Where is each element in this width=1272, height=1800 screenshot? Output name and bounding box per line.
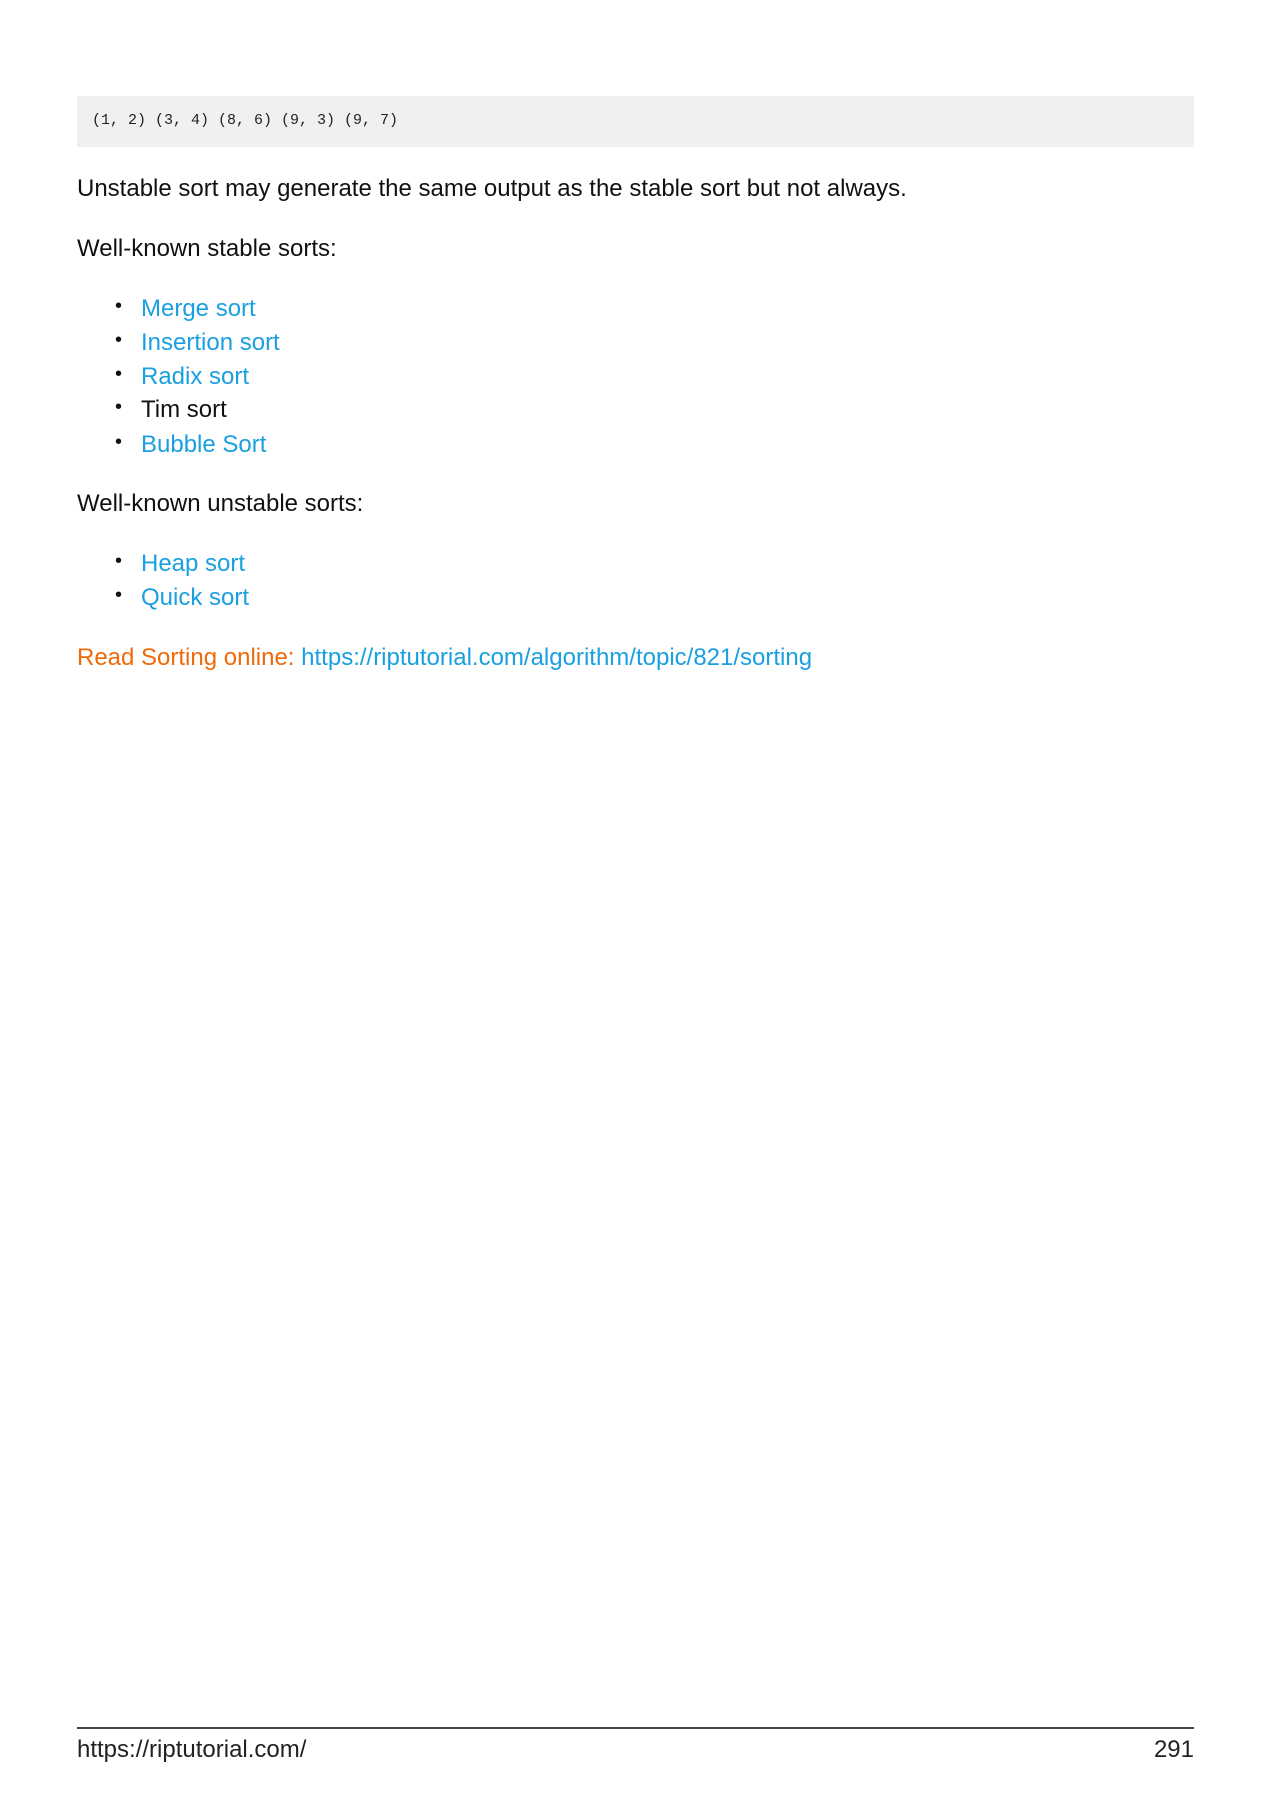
- paragraph: Unstable sort may generate the same output as the stable sort but not always.: [77, 175, 907, 202]
- link-insertion-sort[interactable]: Insertion sort: [141, 329, 280, 356]
- footer-site: https://riptutorial.com/: [77, 1736, 307, 1763]
- read-online: [77, 644, 812, 672]
- bullet-icon: •: [115, 363, 123, 385]
- code-block: [77, 96, 1194, 147]
- bullet-icon: •: [115, 295, 123, 317]
- read-online-link[interactable]: https://riptutorial.com/algorithm/topic/821/sorting: [301, 644, 813, 671]
- link-quick-sort[interactable]: Quick sort: [141, 584, 250, 611]
- bullet-icon: •: [115, 550, 123, 572]
- bullet-icon: •: [115, 329, 123, 351]
- link-radix-sort[interactable]: Radix sort: [141, 363, 250, 390]
- stable-heading: Well-known stable sorts:: [77, 235, 337, 262]
- bullet-icon: •: [115, 431, 123, 453]
- code-text: (1, 2) (3, 4) (8, 6) (9, 3) (9, 7): [92, 112, 399, 129]
- bullet-icon: •: [115, 396, 123, 418]
- unstable-heading: Well-known unstable sorts:: [77, 490, 364, 517]
- link-merge-sort[interactable]: Merge sort: [141, 295, 256, 322]
- bullet-icon: •: [115, 584, 123, 606]
- read-online-label: Read Sorting online:: [77, 644, 302, 671]
- page-number: 291: [1153, 1736, 1194, 1763]
- tim-sort-text: Tim sort: [141, 396, 227, 423]
- footer-divider: [77, 1727, 1194, 1729]
- link-bubble-sort[interactable]: Bubble Sort: [141, 431, 267, 458]
- link-heap-sort[interactable]: Heap sort: [141, 550, 246, 577]
